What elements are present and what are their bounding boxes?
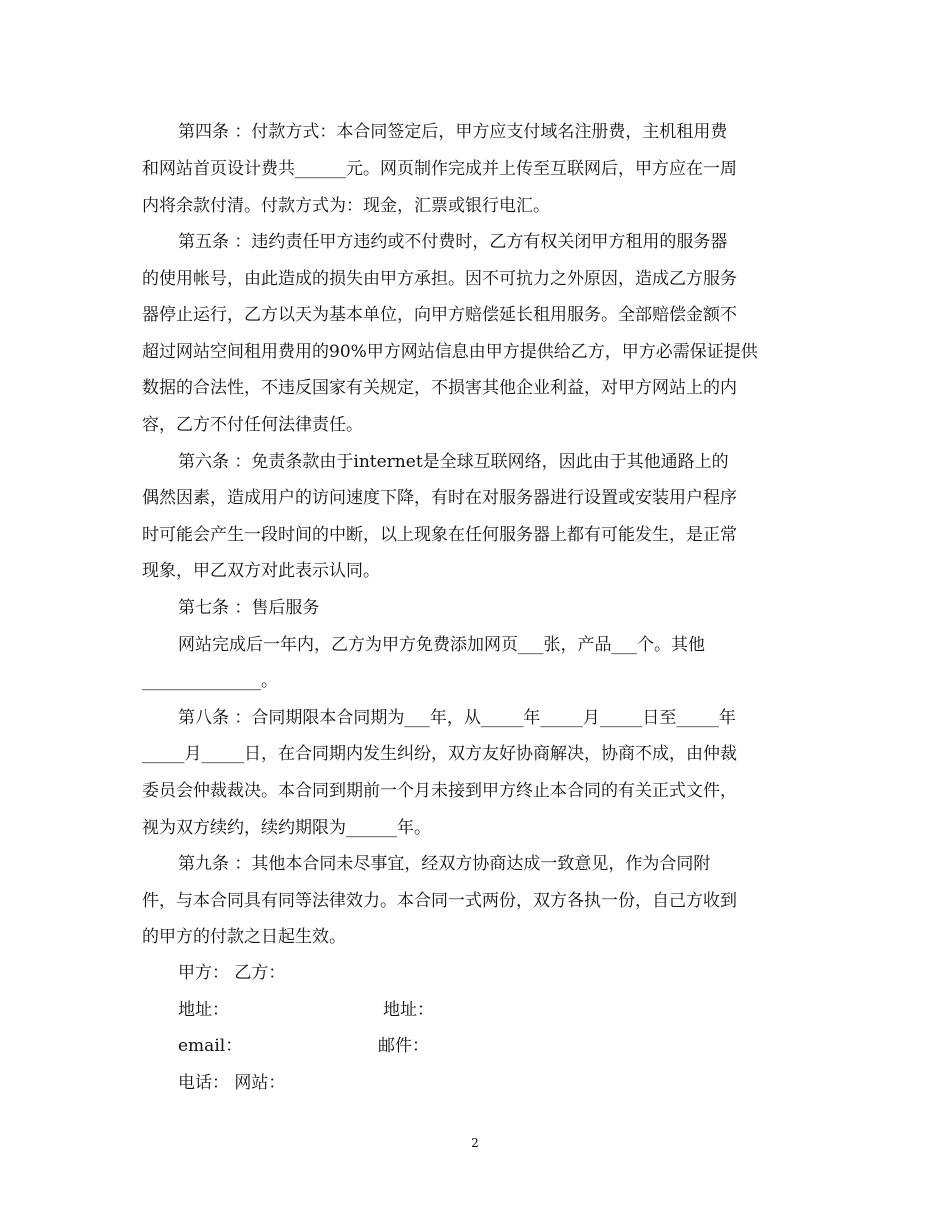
article-5-line-6: 容，乙方不付任何法律责任。 [142,415,363,435]
article-4-line-1: 第四条 ：付款方式：本合同签定后，甲方应支付域名注册费，主机租用费 [178,122,728,142]
article-5-line-4: 超过网站空间租用费用的90%甲方网站信息由甲方提供给乙方，甲方必需保证提供 [142,342,758,362]
article-5-line-1: 第五条 ：违约责任甲方违约或不付费时，乙方有权关闭甲方租用的服务器 [178,232,728,252]
article-5-line-3: 器停止运行，乙方以天为基本单位，向甲方赔偿延长租用服务。全部赔偿金额不 [142,305,737,325]
article-7-line-1: 第七条 ：售后服务 [178,598,320,618]
signature-phone-website-row: 电话： 网站： [178,1073,286,1093]
article-5-line-5: 数据的合法性，不违反国家有关规定，不损害其他企业利益，对甲方网站上的内 [142,378,737,398]
article-8-line-4: 视为双方续约，续约期限为______年。 [142,818,431,838]
article-5-line-2: 的使用帐号，由此造成的损失由甲方承担。因不可抗力之外原因，造成乙方服务 [142,269,737,289]
article-4-line-3: 内将余款付清。付款方式为：现金，汇票或银行电汇。 [142,196,550,216]
article-9-line-3: 的甲方的付款之日起生效。 [142,927,346,947]
article-6-line-3: 时可能会产生一段时间的中断，以上现象在任何服务器上都有可能发生，是正常 [142,525,737,545]
article-6-line-1: 第六条 ：免责条款由于internet是全球互联网络，因此由于其他通路上的 [178,452,729,472]
signature-address-left: 地址： [178,1000,229,1020]
signature-mail-right: 邮件： [378,1036,429,1056]
article-8-line-1: 第八条 ：合同期限本合同期为___年，从_____年_____月_____日至_____年 [178,708,736,728]
article-6-line-2: 偶然因素，造成用户的访问速度下降，有时在对服务器进行设置或安装用户程序 [142,488,737,508]
article-8-line-3: 委员会仲裁裁决。本合同到期前一个月未接到甲方终止本合同的有关正式文件， [142,781,737,801]
article-8-line-2: _____月_____日，在合同期内发生纠纷，双方友好协商解决，协商不成，由仲裁 [142,744,737,764]
signature-party-row: 甲方： 乙方： [178,963,286,983]
article-9-line-2: 件，与本合同具有同等法律效力。本合同一式两份，双方各执一份，自己方收到 [142,891,737,911]
article-6-line-4: 现象，甲乙双方对此表示认同。 [142,561,380,581]
article-4-line-2: 和网站首页设计费共______元。网页制作完成并上传至互联网后，甲方应在一周 [142,159,737,179]
signature-email-left: email： [178,1036,243,1056]
article-7-line-2: 网站完成后一年内，乙方为甲方免费添加网页___张，产品___个。其他 [178,635,705,655]
signature-address-right: 地址： [383,1000,434,1020]
article-9-line-1: 第九条 ：其他本合同未尽事宜，经双方协商达成一致意见，作为合同附 [178,854,711,874]
page-number: 2 [471,1136,479,1150]
article-7-line-3: ______________。 [142,671,278,691]
